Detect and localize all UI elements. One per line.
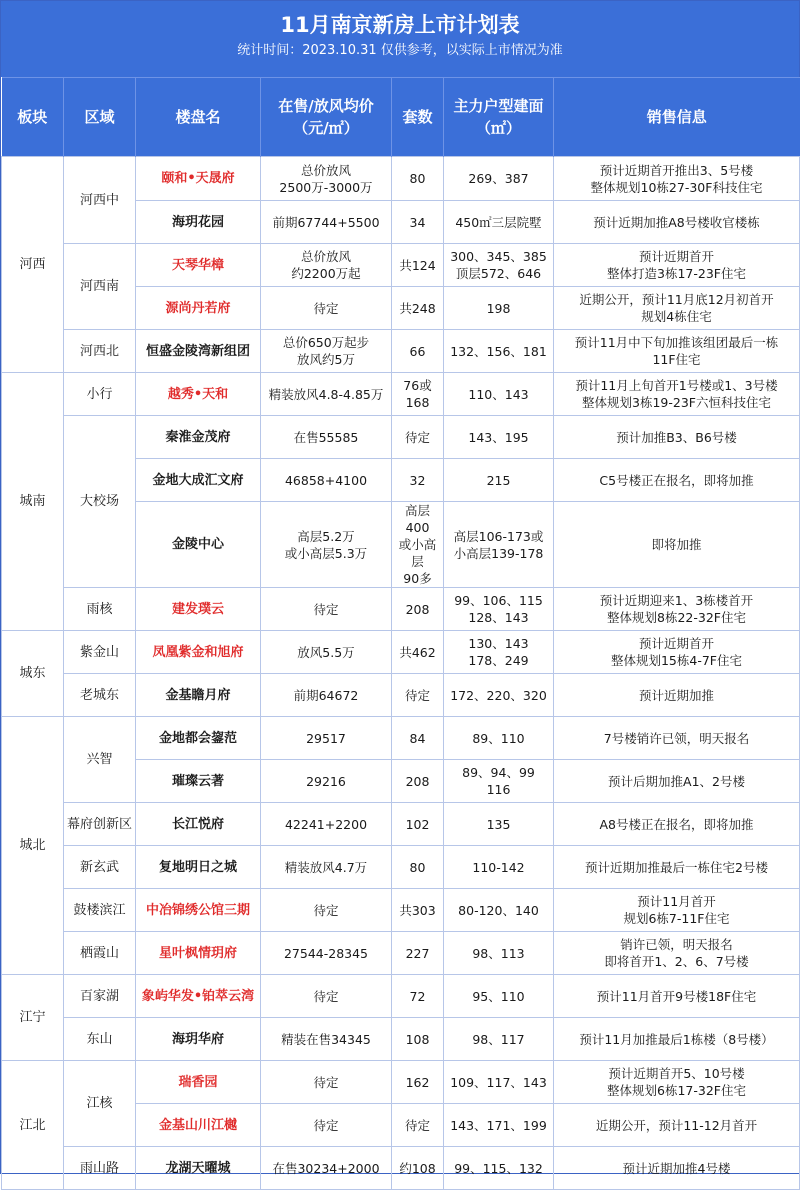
units-cell: 208 [392, 588, 444, 631]
board-cell: 城东 [2, 631, 64, 717]
price-cell: 放风5.5万 [261, 631, 392, 674]
units-cell: 待定 [392, 416, 444, 459]
size-cell: 198 [444, 287, 554, 330]
sales-info-cell: 即将加推 [554, 502, 800, 588]
units-cell: 约108 [392, 1147, 444, 1190]
size-cell: 89、110 [444, 717, 554, 760]
units-cell: 待定 [392, 1104, 444, 1147]
project-name-cell: 建发璞云 [136, 588, 261, 631]
table-body [2, 157, 800, 1190]
board-cell: 城北 [2, 717, 64, 975]
price-cell: 待定 [261, 287, 392, 330]
units-cell: 72 [392, 975, 444, 1018]
table-row [2, 588, 800, 631]
area-cell: 东山 [64, 1018, 136, 1061]
price-cell: 27544-28345 [261, 932, 392, 975]
table-row [2, 1147, 800, 1190]
price-cell: 在售55585 [261, 416, 392, 459]
board-cell: 江北 [2, 1061, 64, 1190]
units-cell: 80 [392, 846, 444, 889]
table-header-row [2, 78, 800, 157]
project-name-cell: 越秀•天和 [136, 373, 261, 416]
project-name-cell: 复地明日之城 [136, 846, 261, 889]
area-cell: 百家湖 [64, 975, 136, 1018]
price-cell: 总价放风 2500万-3000万 [261, 157, 392, 201]
price-cell: 总价650万起步 放风约5万 [261, 330, 392, 373]
area-cell: 雨核 [64, 588, 136, 631]
size-cell: 高层106-173或 小高层139-178 [444, 502, 554, 588]
project-name-cell: 中冶锦绣公馆三期 [136, 889, 261, 932]
units-cell: 80 [392, 157, 444, 201]
area-cell: 栖霞山 [64, 932, 136, 975]
price-cell: 待定 [261, 975, 392, 1018]
area-cell: 雨山路 [64, 1147, 136, 1190]
size-cell: 99、106、115 128、143 [444, 588, 554, 631]
price-cell: 前期67744+5500 [261, 201, 392, 244]
area-cell: 兴智 [64, 717, 136, 803]
header-area: 区域 [64, 78, 136, 157]
price-cell: 高层5.2万 或小高层5.3万 [261, 502, 392, 588]
size-cell: 215 [444, 459, 554, 502]
page-subtitle: 统计时间：2023.10.31 仅供参考，以实际上市情况为准 [237, 43, 563, 58]
table-row [2, 631, 800, 674]
units-cell: 共248 [392, 287, 444, 330]
units-cell: 162 [392, 1061, 444, 1104]
price-cell: 总价放风 约2200万起 [261, 244, 392, 287]
sales-info-cell: 近期公开，预计11月底12月初首开 规划4栋住宅 [554, 287, 800, 330]
header-price: 在售/放风均价 （元/㎡） [261, 78, 392, 157]
title-bar [1, 1, 799, 77]
sales-info-cell: C5号楼正在报名，即将加推 [554, 459, 800, 502]
sales-info-cell: 预计11月首开9号楼18F住宅 [554, 975, 800, 1018]
price-cell: 精装放风4.7万 [261, 846, 392, 889]
size-cell: 450㎡三层院墅 [444, 201, 554, 244]
units-cell: 34 [392, 201, 444, 244]
price-cell: 精装放风4.8-4.85万 [261, 373, 392, 416]
size-cell: 110、143 [444, 373, 554, 416]
header-units: 套数 [392, 78, 444, 157]
table-row [2, 1061, 800, 1104]
area-cell: 鼓楼滨江 [64, 889, 136, 932]
price-cell: 前期64672 [261, 674, 392, 717]
sales-info-cell: 预计近期加推A8号楼收官楼栋 [554, 201, 800, 244]
units-cell: 208 [392, 760, 444, 803]
project-name-cell: 金地都会鋆范 [136, 717, 261, 760]
price-cell: 46858+4100 [261, 459, 392, 502]
units-cell: 高层400 或小高层 90多 [392, 502, 444, 588]
price-cell: 在售30234+2000 [261, 1147, 392, 1190]
project-name-cell: 凤凰紫金和旭府 [136, 631, 261, 674]
size-cell: 99、115、132 [444, 1147, 554, 1190]
area-cell: 大校场 [64, 416, 136, 588]
table-row [2, 373, 800, 416]
area-cell: 新玄武 [64, 846, 136, 889]
size-cell: 300、345、385 顶层572、646 [444, 244, 554, 287]
sales-info-cell: 预计11月上旬首开1号楼或1、3号楼 整体规划3栋19-23F六恒科技住宅 [554, 373, 800, 416]
table-row [2, 975, 800, 1018]
size-cell: 109、117、143 [444, 1061, 554, 1104]
project-name-cell: 海玥华府 [136, 1018, 261, 1061]
project-name-cell: 星叶枫情玥府 [136, 932, 261, 975]
sales-info-cell: 预计近期加推 [554, 674, 800, 717]
units-cell: 共303 [392, 889, 444, 932]
header-size: 主力户型建面 （㎡） [444, 78, 554, 157]
sales-info-cell: 预计近期首开 整体规划15栋4-7F住宅 [554, 631, 800, 674]
units-cell: 共124 [392, 244, 444, 287]
sales-info-cell: A8号楼正在报名，即将加推 [554, 803, 800, 846]
size-cell: 172、220、320 [444, 674, 554, 717]
sales-info-cell: 预计近期首开5、10号楼 整体规划6栋17-32F住宅 [554, 1061, 800, 1104]
sales-info-cell: 预计近期首开 整体打造3栋17-23F住宅 [554, 244, 800, 287]
area-cell: 老城东 [64, 674, 136, 717]
size-cell: 98、117 [444, 1018, 554, 1061]
area-cell: 幕府创新区 [64, 803, 136, 846]
project-name-cell: 海玥花园 [136, 201, 261, 244]
price-cell: 待定 [261, 1104, 392, 1147]
sales-info-cell: 预计近期加推最后一栋住宅2号楼 [554, 846, 800, 889]
price-cell: 待定 [261, 889, 392, 932]
area-cell: 河西中 [64, 157, 136, 244]
size-cell: 110-142 [444, 846, 554, 889]
project-name-cell: 颐和•天晟府 [136, 157, 261, 201]
units-cell: 66 [392, 330, 444, 373]
sales-info-cell: 预计11月加推最后1栋楼（8号楼） [554, 1018, 800, 1061]
sales-info-cell: 预计11月首开 规划6栋7-11F住宅 [554, 889, 800, 932]
project-name-cell: 长江悦府 [136, 803, 261, 846]
project-name-cell: 秦淮金茂府 [136, 416, 261, 459]
table-row [2, 803, 800, 846]
price-cell: 待定 [261, 588, 392, 631]
units-cell: 108 [392, 1018, 444, 1061]
sales-info-cell: 近期公开，预计11-12月首开 [554, 1104, 800, 1147]
units-cell: 共462 [392, 631, 444, 674]
size-cell: 143、195 [444, 416, 554, 459]
size-cell: 269、387 [444, 157, 554, 201]
sales-info-cell: 预计11月中下旬加推该组团最后一栋 11F住宅 [554, 330, 800, 373]
price-cell: 29517 [261, 717, 392, 760]
area-cell: 河西南 [64, 244, 136, 330]
units-cell: 84 [392, 717, 444, 760]
table-row [2, 1018, 800, 1061]
table-row [2, 416, 800, 459]
header-project: 楼盘名 [136, 78, 261, 157]
units-cell: 102 [392, 803, 444, 846]
project-name-cell: 龙湖天曜城 [136, 1147, 261, 1190]
table-row [2, 244, 800, 287]
table-row [2, 717, 800, 760]
units-cell: 227 [392, 932, 444, 975]
size-cell: 130、143 178、249 [444, 631, 554, 674]
project-name-cell: 金地大成汇文府 [136, 459, 261, 502]
project-name-cell: 天琴华樟 [136, 244, 261, 287]
project-name-cell: 璀璨云著 [136, 760, 261, 803]
price-cell: 29216 [261, 760, 392, 803]
board-cell: 河西 [2, 157, 64, 373]
table-row [2, 157, 800, 201]
price-cell: 42241+2200 [261, 803, 392, 846]
page-title: 11月南京新房上市计划表 [280, 13, 520, 37]
table-row [2, 846, 800, 889]
header-board: 板块 [2, 78, 64, 157]
project-name-cell: 金基山川江樾 [136, 1104, 261, 1147]
table-row [2, 330, 800, 373]
sales-info-cell: 预计近期首开推出3、5号楼 整体规划10栋27-30F科技住宅 [554, 157, 800, 201]
table-row [2, 932, 800, 975]
units-cell: 76或168 [392, 373, 444, 416]
project-name-cell: 金基瞻月府 [136, 674, 261, 717]
units-cell: 32 [392, 459, 444, 502]
sales-info-cell: 预计加推B3、B6号楼 [554, 416, 800, 459]
area-cell: 江核 [64, 1061, 136, 1147]
sales-info-cell: 销许已领，明天报名 即将首开1、2、6、7号楼 [554, 932, 800, 975]
project-name-cell: 源尚丹若府 [136, 287, 261, 330]
table-row [2, 889, 800, 932]
sales-info-cell: 预计近期迎来1、3栋楼首开 整体规划8栋22-32F住宅 [554, 588, 800, 631]
sales-info-cell: 预计后期加推A1、2号楼 [554, 760, 800, 803]
size-cell: 135 [444, 803, 554, 846]
area-cell: 紫金山 [64, 631, 136, 674]
size-cell: 98、113 [444, 932, 554, 975]
sales-info-cell: 预计近期加推4号楼 [554, 1147, 800, 1190]
board-cell: 江宁 [2, 975, 64, 1061]
plan-table [1, 77, 800, 1190]
sales-info-cell: 7号楼销许已领，明天报名 [554, 717, 800, 760]
area-cell: 小行 [64, 373, 136, 416]
size-cell: 132、156、181 [444, 330, 554, 373]
project-name-cell: 象屿华发•铂萃云湾 [136, 975, 261, 1018]
board-cell: 城南 [2, 373, 64, 631]
area-cell: 河西北 [64, 330, 136, 373]
project-name-cell: 金陵中心 [136, 502, 261, 588]
size-cell: 143、171、199 [444, 1104, 554, 1147]
units-cell: 待定 [392, 674, 444, 717]
project-name-cell: 恒盛金陵湾新组团 [136, 330, 261, 373]
size-cell: 80-120、140 [444, 889, 554, 932]
project-name-cell: 瑞香园 [136, 1061, 261, 1104]
table-row [2, 674, 800, 717]
header-sales-info: 销售信息 [554, 78, 800, 157]
size-cell: 89、94、99 116 [444, 760, 554, 803]
size-cell: 95、110 [444, 975, 554, 1018]
price-cell: 精装在售34345 [261, 1018, 392, 1061]
price-cell: 待定 [261, 1061, 392, 1104]
